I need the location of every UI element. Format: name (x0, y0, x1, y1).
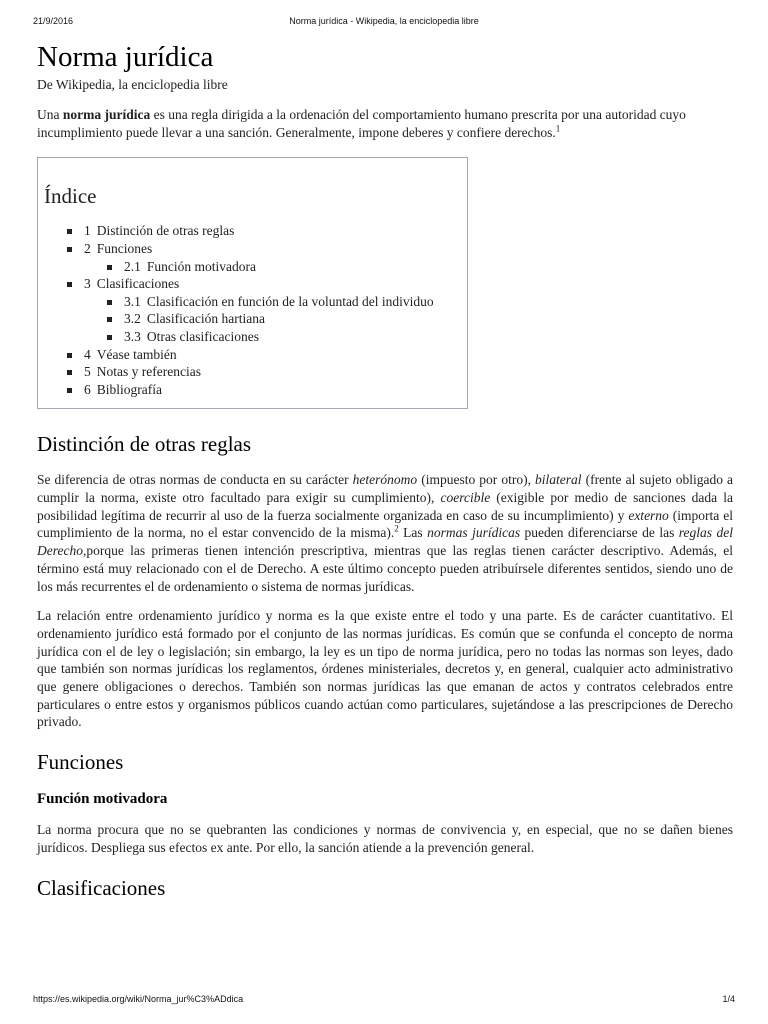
funciones-paragraph-1: La norma procura que no se quebranten las condiciones y normas de convivencia y, en especial, que no se dañen bienes jurídicos. Despliega sus efectos ex ante. Por ello, la sanción atiende a la prevención general. (37, 822, 733, 855)
distincion-paragraph-1: Se diferencia de otras normas de conducta en su carácter heterónomo (impuesto por otro), bilateral (frente al sujeto obligado a cumplir la norma, existe otro facultado para exigir su cumplimiento), coercible (exigible por medio de sanciones dada la posibilidad legítima de recurrir al uso de la fuerza socialmente organizada en caso de su incumplimiento) y externo (importa el cumplimiento de la norma, no el estar convencido de la misma).$^2$ Las normas jurídicas pueden diferenciarse de las reglas del Derecho,porque las primeras tienen intención prescriptiva, mientras que las reglas tienen carácter descriptivo. Además, el término está muy relacionado con el de Derecho. A este último concepto pueden atribuírsele diferentes sentidos, siendo uno de los más recurrentes el de ordenamiento o sistema de normas jurídicas. (37, 472, 733, 594)
reference-1[interactable]: 1 (555, 123, 561, 134)
section-heading-funciones: Funciones (37, 750, 124, 775)
toc-item-bibliografia[interactable]: 6 Bibliografía (44, 381, 467, 399)
toc-item-funciones[interactable]: 2 Funciones (44, 240, 467, 258)
print-header (0, 16, 768, 30)
toc-item-vease-tambien[interactable]: 4 Véase también (44, 346, 467, 364)
toc-title: Índice (44, 184, 97, 209)
term-norma-juridica: norma jurídica (62, 107, 151, 122)
print-url: https://es.wikipedia.org/wiki/Norma_jur%C3%ADdica (33, 994, 244, 1004)
print-page-title: Norma jurídica - Wikipedia, la enciclopedia libre (289, 16, 479, 26)
page-subtitle: De Wikipedia, la enciclopedia libre (37, 77, 228, 92)
lead-paragraph: Una norma jurídica es una regla dirigida a la ordenación del comportamiento humano prescrita por una autoridad cuyo incumplimiento puede llevar a una sanción. Generalmente, impone deberes y confiere derechos.$^1$ (37, 107, 686, 140)
toc-item-notas-referencias[interactable]: 5 Notas y referencias (44, 363, 467, 381)
print-date: 21/9/2016 (33, 16, 74, 26)
article-content (37, 36, 733, 915)
page-title: Norma jurídica (37, 41, 214, 73)
print-page-number: 1/4 (722, 994, 735, 1004)
reference-2[interactable]: 2 (394, 523, 399, 534)
table-of-contents (37, 157, 468, 409)
section-heading-clasificaciones: Clasificaciones (37, 875, 166, 900)
toc-item-distincion[interactable]: 1 Distinción de otras reglas (44, 222, 467, 240)
toc-item-clasificacion-voluntad[interactable]: 3.1 Clasificación en función de la voluntad del individuo (44, 293, 467, 311)
subsection-heading-funcion-motivadora: Función motivadora (37, 791, 168, 808)
print-footer (0, 994, 768, 1008)
toc-item-clasificacion-hartiana[interactable]: 3.2 Clasificación hartiana (44, 310, 467, 328)
section-heading-distincion: Distinción de otras reglas (37, 432, 252, 457)
toc-item-otras-clasificaciones[interactable]: 3.3 Otras clasificaciones (44, 328, 467, 346)
toc-item-funcion-motivadora[interactable]: 2.1 Función motivadora (44, 258, 467, 276)
toc-item-clasificaciones[interactable]: 3 Clasificaciones (44, 275, 467, 293)
toc-list (44, 222, 467, 398)
distincion-paragraph-2: La relación entre ordenamiento jurídico y norma es la que existe entre el todo y una parte. Es de carácter cuantitativo. El ordenamiento jurídico está formado por el conjunto de las normas jurídicas. Es común que se confunda el concepto de norma jurídica con el de ley o legislación; sin embargo, la ley es un tipo de norma jurídica, pero no todas las normas son leyes, dado que también son normas jurídicas los reglamentos, órdenes ministeriales, decretos y, en general, cualquier acto administrativo que genere obligaciones o derechos. También son normas jurídicas las que emanan de actos y contratos celebrados entre particulares o entre estos y organismos públicos cuando actúan como particulares, sujetándose a las prescripciones de Derecho privado. (37, 608, 733, 730)
